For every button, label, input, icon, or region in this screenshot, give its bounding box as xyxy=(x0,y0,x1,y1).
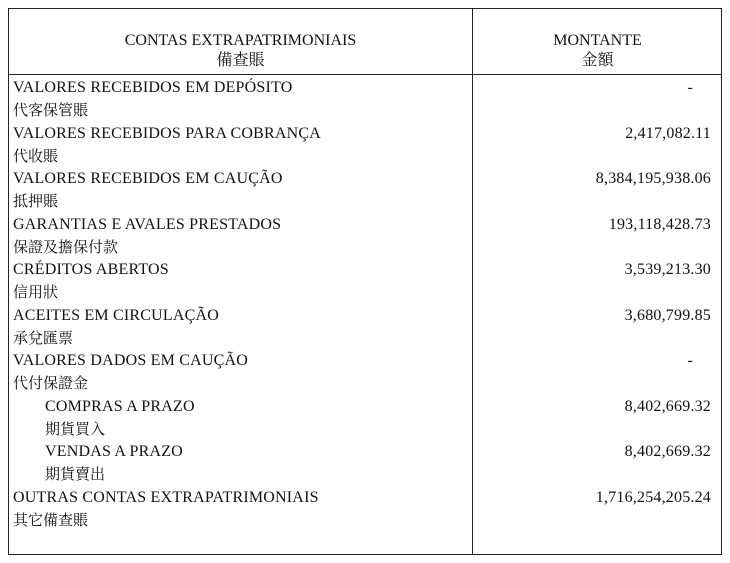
amount-value: - xyxy=(687,352,693,369)
off-balance-sheet-table xyxy=(8,8,722,555)
account-label-pt: VENDAS A PRAZO xyxy=(45,443,183,460)
table-body xyxy=(9,77,721,532)
account-label-zh: 承兌匯票 xyxy=(13,328,74,347)
account-label-pt: VALORES RECEBIDOS EM CAUÇÃO xyxy=(13,170,283,187)
amount-value: 8,402,669.32 xyxy=(624,443,711,460)
account-label-zh: 期貨買入 xyxy=(45,419,106,438)
amount-value: 2,417,082.11 xyxy=(625,124,711,142)
account-label-zh: 代客保管賬 xyxy=(13,101,89,119)
account-label-pt: COMPRAS A PRAZO xyxy=(45,397,195,415)
table-row xyxy=(9,77,721,123)
amount-value: 193,118,428.73 xyxy=(608,215,711,233)
amount-header-zh: 金額 xyxy=(581,52,614,69)
amount-value: 8,402,669.32 xyxy=(624,397,711,415)
account-header-pt: CONTAS EXTRAPATRIMONIAIS xyxy=(124,32,357,49)
account-label-pt: VALORES RECEBIDOS PARA COBRANÇA xyxy=(13,124,322,142)
amount-value: 3,539,213.30 xyxy=(624,261,711,278)
table-row xyxy=(9,441,721,487)
account-label-pt: CRÉDITOS ABERTOS xyxy=(13,261,169,278)
account-header-zh: 備查賬 xyxy=(216,52,265,69)
account-label-pt: GARANTIAS E AVALES PRESTADOS xyxy=(13,215,282,233)
account-label-pt: VALORES RECEBIDOS EM DEPÓSITO xyxy=(13,79,293,96)
amount-value: 8,384,195,938.06 xyxy=(595,170,711,187)
table-row xyxy=(9,487,721,533)
table-row xyxy=(9,123,721,169)
table-row xyxy=(9,396,721,442)
account-label-pt: VALORES DADOS EM CAUÇÃO xyxy=(13,352,248,369)
account-label-pt: ACEITES EM CIRCULAÇÃO xyxy=(13,306,219,324)
account-label-pt: OUTRAS CONTAS EXTRAPATRIMONIAIS xyxy=(13,488,319,506)
table-row xyxy=(9,168,721,214)
account-label-zh: 期貨賣出 xyxy=(45,465,106,483)
amount-value: - xyxy=(687,79,693,96)
amount-value: 1,716,254,205.24 xyxy=(595,488,711,506)
amount-value: 3,680,799.85 xyxy=(624,306,711,324)
table-row xyxy=(9,259,721,305)
account-label-zh: 代收賬 xyxy=(13,146,59,165)
table-row xyxy=(9,350,721,396)
account-label-zh: 其它備查賬 xyxy=(13,510,89,529)
amount-column-header xyxy=(472,31,723,71)
account-column-header xyxy=(9,31,472,71)
header-divider xyxy=(9,74,721,75)
account-label-zh: 信用狀 xyxy=(13,283,59,301)
account-label-zh: 保證及擔保付款 xyxy=(13,237,119,256)
amount-header-pt: MONTANTE xyxy=(553,32,642,49)
account-label-zh: 抵押賬 xyxy=(13,192,59,210)
table-row xyxy=(9,214,721,260)
account-label-zh: 代付保證金 xyxy=(13,374,89,392)
table-row xyxy=(9,305,721,351)
